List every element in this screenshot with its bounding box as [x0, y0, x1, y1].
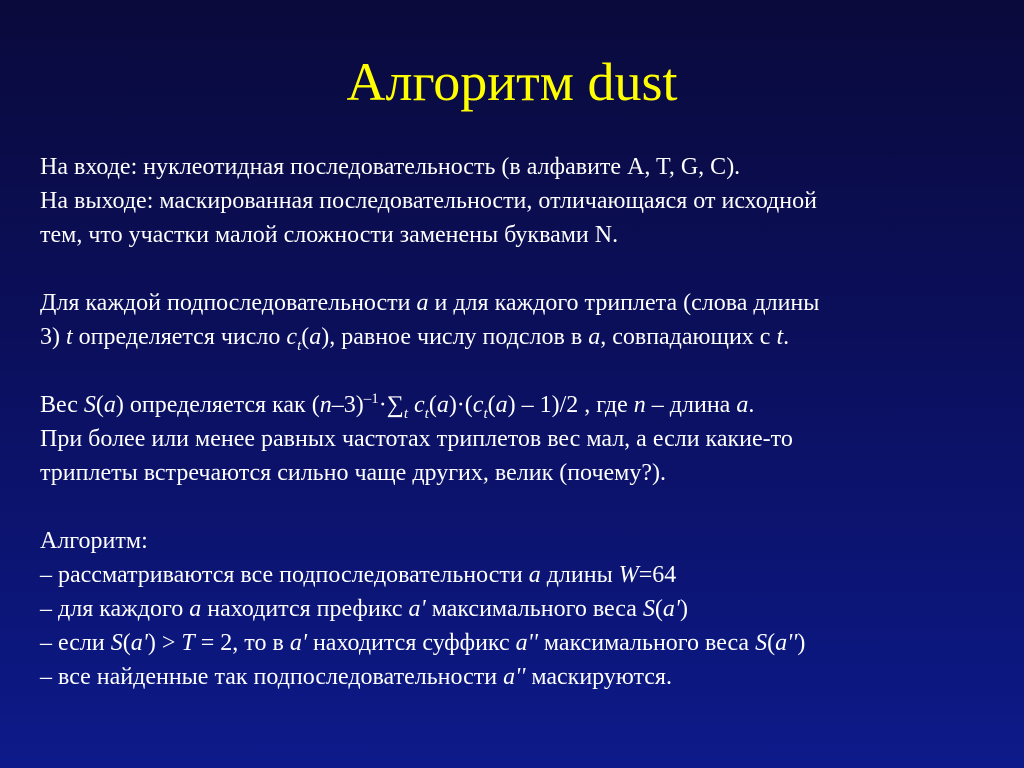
triplet-def-line-1: Для каждой подпоследовательности a и для каждого триплета (слова длины [40, 290, 820, 316]
algorithm-step-1: – рассматриваются все подпоследовательности a длины W=64 [40, 562, 677, 588]
algorithm-step-2: – для каждого a находится префикс a' максимального веса S(a') [40, 596, 688, 622]
algorithm-heading: Алгоритм: [40, 528, 148, 554]
slide-title: Алгоритм dust [346, 52, 678, 112]
weight-formula-line: Вес S(a) определяется как $(n-3)^{-1}\cdot\sum_t$ $c_t(a)\cdot(c_t(a) - 1)/2$ , где n – длина a. [40, 391, 755, 422]
spacer [40, 354, 1000, 388]
weight-explanation-line-2: триплеты встречаются сильно чаще других, велик (почему?). [40, 460, 666, 486]
weight-explanation-line-1: При более или менее равных частотах триплетов вес мал, а если какие-то [40, 426, 793, 452]
spacer [40, 252, 1000, 286]
input-line: На входе: нуклеотидная последовательность (в алфавите A, T, G, C). [40, 154, 741, 180]
slide-body [40, 150, 1000, 694]
algorithm-step-3: – если S(a') > T = 2, то в a' находится суффикс a'' максимального веса S(a'') [40, 630, 806, 656]
output-line-2: тем, что участки малой сложности заменены буквами N. [40, 222, 619, 248]
algorithm-step-4: – все найденные так подпоследовательности a'' маскируются. [40, 664, 672, 690]
spacer [40, 490, 1000, 524]
triplet-def-line-2: 3) t определяется число $c_t(a)$, равное числу подслов в a, совпадающих с t. [40, 324, 790, 354]
output-line-1: На выходе: маскированная последовательности, отличающаяся от исходной [40, 188, 817, 214]
